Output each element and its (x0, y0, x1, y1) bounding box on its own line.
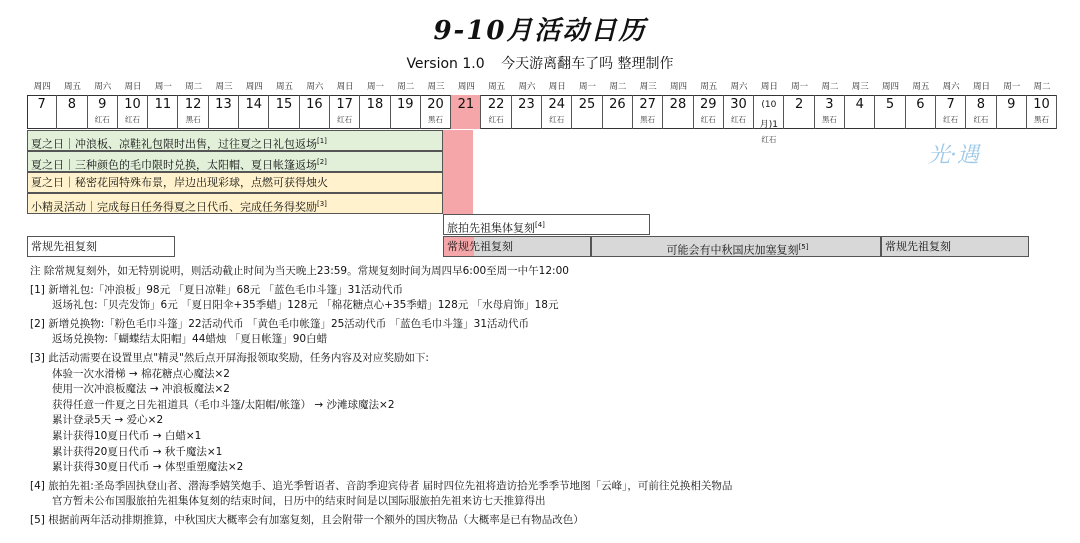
day-cell (421, 95, 451, 129)
event-text: 常规先祖复刻 (885, 240, 951, 253)
version-label: Version 1.0 (406, 56, 485, 72)
weekday-label: 周日 (548, 82, 566, 92)
weekday-label: 周六 (94, 82, 112, 92)
day-cell (603, 95, 633, 129)
weekday-label: 周三 (851, 82, 869, 92)
footnote-ref: [3] (317, 200, 327, 208)
stone-label: 红石 (549, 115, 565, 124)
day-number: 5 (885, 97, 895, 112)
event-text: 可能会有中秋国庆加塞复刻 (666, 243, 799, 257)
stone-label: 黑石 (640, 115, 656, 124)
event-bar-regular-revisit-1 (27, 236, 175, 257)
day-number: 9 (98, 97, 107, 112)
weekday-label: 周四 (245, 82, 263, 92)
day-cell (572, 95, 602, 129)
note-line: 使用一次冲浪板魔法 → 冲浪板魔法×2 (52, 383, 230, 396)
day-number: 2 (795, 97, 804, 112)
day-cell (391, 95, 421, 129)
weekday-label: 周五 (276, 82, 294, 92)
footnote-ref: [1] (317, 137, 327, 145)
day-number: 20 (427, 97, 444, 112)
day-cell (269, 95, 299, 129)
weekday-label: 周六 (306, 82, 324, 92)
day-number: 30 (730, 97, 747, 112)
stone-label: 红石 (125, 115, 141, 124)
day-cell (1027, 95, 1057, 129)
weekday-label: 周六 (730, 82, 748, 92)
weekday-label: 周一 (366, 82, 384, 92)
note-line: [4] 旅拍先祖:圣岛季固执登山者、潜海季嬉笑炮手、追光季暂语者、音韵季迎宾侍者 届时四位先祖将造访拾光季季节地图「云峰」，可前往兑换相关物品 (30, 479, 733, 492)
day-number: 18 (366, 97, 384, 112)
day-cell (360, 95, 390, 129)
subtitle (0, 53, 1080, 73)
stone-label: 红石 (94, 115, 110, 124)
day-number: 25 (578, 97, 596, 112)
weekday-label: 周二 (821, 82, 839, 92)
day-number: 6 (916, 97, 925, 112)
day-cell (88, 95, 118, 129)
day-cell (542, 95, 572, 129)
day-cell (330, 95, 360, 129)
stone-label: 红石 (731, 115, 747, 124)
day-number: 29 (699, 97, 717, 112)
event-text: 常规先祖复刻 (31, 240, 97, 253)
day-number: 11 (154, 97, 172, 112)
weekday-label: 周二 (609, 82, 627, 92)
event-bar-travel-spirits (443, 214, 650, 235)
day-number: 4 (855, 97, 864, 112)
event-bar-mid-autumn (591, 236, 881, 257)
day-cell (754, 95, 784, 144)
note-line: 累计登录5天 → 爱心×2 (52, 414, 164, 427)
event-bar-regular-revisit-3 (881, 236, 1029, 257)
note-line: 累计获得30夏日代币 → 体型重塑魔法×2 (52, 461, 244, 474)
day-cell (966, 95, 996, 129)
day-number: 16 (306, 97, 323, 112)
weekday-label: 周一 (1003, 82, 1021, 92)
weekday-label: 周二 (185, 82, 203, 92)
today-column (443, 130, 473, 227)
day-cell (27, 95, 57, 129)
note-line: 获得任意一件夏之日先祖道具（毛巾斗篷/太阳帽/帐篷） → 沙滩球魔法×2 (52, 398, 395, 411)
day-number: 27 (639, 97, 656, 112)
note-line: [2] 新增兑换物:「粉色毛巾斗篷」22活动代币 「黄色毛巾帐篷」25活动代币 「蓝色毛巾斗篷」31活动代币 (30, 317, 530, 330)
stone-label: 黑石 (821, 115, 837, 124)
author-label: 今天游离翻车了吗 整理制作 (501, 56, 674, 72)
weekday-label: 周三 (639, 82, 657, 92)
stone-label: 黑石 (428, 115, 444, 124)
day-cell (57, 95, 87, 129)
weekday-label: 周四 (882, 82, 900, 92)
stone-label: 红石 (973, 115, 989, 124)
weekday-label: 周日 (336, 82, 354, 92)
day-cell-today (451, 95, 481, 129)
day-cell (179, 95, 209, 129)
day-cell (148, 95, 178, 129)
day-cell (118, 95, 148, 129)
note-line: 累计获得10夏日代币 → 白蜡×1 (52, 429, 202, 442)
day-number: 24 (548, 97, 566, 112)
note-line: [1] 新增礼包:「冲浪板」98元 「夏日凉鞋」68元 「蓝色毛巾斗篷」31活动代币 (30, 283, 404, 296)
note-line: 体验一次水滑梯 → 棉花糖点心魔法×2 (52, 367, 230, 380)
weekday-label: 周二 (397, 82, 415, 92)
day-number: 12 (184, 97, 202, 112)
note-line: 累计获得20夏日代币 → 秋千魔法×1 (52, 445, 223, 458)
day-cell (694, 95, 724, 129)
day-number: 9 (1007, 97, 1016, 112)
stone-label: 红石 (337, 115, 353, 124)
stone-label: 红石 (761, 135, 777, 144)
day-cell (300, 95, 330, 129)
day-number: 15 (275, 97, 293, 112)
weekday-label: 周五 (63, 82, 81, 92)
day-number: 17 (336, 97, 353, 112)
day-cell (663, 95, 693, 129)
weekday-label: 周四 (669, 82, 687, 92)
stone-label: 红石 (488, 115, 504, 124)
day-cell (239, 95, 269, 129)
day-number: 3 (825, 97, 834, 112)
day-cell (512, 95, 542, 129)
footnote-ref: [4] (535, 221, 545, 229)
day-number: 13 (215, 97, 232, 112)
day-number: 8 (976, 97, 986, 112)
event-text: 夏之日｜秘密花园特殊布景，岸边出现彩球，点燃可获得烛火 (31, 176, 328, 189)
weekday-label: 周日 (760, 82, 778, 92)
day-number: 26 (609, 97, 626, 112)
day-cell (997, 95, 1027, 129)
event-bar-summer-garden (27, 172, 443, 193)
day-number: 14 (245, 97, 263, 112)
day-cell (785, 95, 815, 129)
footnote-ref: [5] (798, 243, 809, 251)
note-line: 注 除常规复刻外，如无特别说明，则活动截止时间为当天晚上23:59。常规复刻时间为周四早6:00至周一中午12:00 (30, 265, 569, 277)
day-cell (209, 95, 239, 129)
weekday-label: 周日 (972, 82, 990, 92)
event-text: 夏之日｜冲浪板、凉鞋礼包限时出售，过往夏之日礼包返场 (31, 137, 317, 151)
day-number: 10 (124, 97, 141, 112)
weekday-label: 周五 (488, 82, 506, 92)
day-number: 22 (487, 97, 505, 112)
event-text: 旅拍先祖集体复刻 (447, 221, 535, 235)
weekday-label: 周六 (518, 82, 536, 92)
day-cell (845, 95, 875, 129)
weekday-label: 周一 (579, 82, 597, 92)
weekday-label: 周二 (1033, 82, 1051, 92)
day-cell (482, 95, 512, 129)
stone-label: 红石 (700, 115, 716, 124)
page-title: 9-10月活动日历 (433, 16, 647, 46)
day-cell (906, 95, 936, 129)
event-text: 常规先祖复刻 (447, 240, 513, 253)
day-number: 10 (1033, 97, 1050, 112)
weekday-label: 周日 (124, 82, 142, 92)
day-number: 19 (396, 97, 414, 112)
day-number: (10月)1 (759, 100, 778, 130)
weekday-label: 周四 (457, 82, 475, 92)
day-number: 7 (37, 97, 46, 112)
stone-label: 黑石 (1034, 115, 1050, 124)
event-bar-summer-towel (27, 151, 443, 172)
weekday-label: 周一 (791, 82, 809, 92)
weekday-label: 周四 (33, 82, 51, 92)
day-number: 28 (669, 97, 687, 112)
day-number: 23 (518, 97, 535, 112)
event-bar-spirit-activity (27, 193, 443, 214)
event-bar-regular-revisit-2 (443, 236, 591, 257)
weekday-label: 周五 (912, 82, 930, 92)
game-logo: 光·遇 (928, 143, 979, 168)
weekday-label: 周三 (427, 82, 445, 92)
notes-section (30, 264, 1060, 529)
event-bar-summer-gift (27, 130, 443, 151)
stone-label: 黑石 (185, 115, 201, 124)
weekday-label: 周三 (215, 82, 233, 92)
weekday-label: 周六 (942, 82, 960, 92)
day-number: 8 (67, 97, 77, 112)
note-line: [5] 根据前两年活动排期推算，中秋国庆大概率会有加塞复刻，且会附带一个额外的国庆物品（大概率是已有物品改色） (30, 513, 584, 526)
day-cell (633, 95, 663, 129)
day-cell (875, 95, 905, 129)
day-cell (815, 95, 845, 129)
day-number: 7 (946, 97, 955, 112)
footnote-ref: [2] (317, 158, 327, 166)
event-text: 小精灵活动｜完成每日任务得夏之日代币、完成任务得奖励 (31, 200, 317, 214)
note-line: [3] 此活动需要在设置里点"精灵"然后点开屏海报领取奖励，任务内容及对应奖励如下: (30, 351, 429, 364)
calendar (27, 78, 1057, 256)
day-number: 21 (457, 97, 475, 112)
day-cell (724, 95, 754, 129)
note-line: 官方暂未公布国服旅拍先祖集体复刻的结束时间，日历中的结束时间是以国际服旅拍先祖来访七天推算得出 (52, 495, 546, 508)
weekday-label: 周五 (700, 82, 718, 92)
event-text: 夏之日｜三种颜色的毛巾限时兑换，太阳帽、夏日帐篷返场 (31, 158, 317, 172)
stone-label: 红石 (943, 115, 959, 124)
note-line: 返场礼包:「贝壳发饰」6元 「夏日阳伞+35季蜡」128元 「棉花糖点心+35季蜡」128元 「水母肩饰」18元 (52, 299, 559, 312)
day-cell (936, 95, 966, 129)
weekday-label: 周一 (154, 82, 172, 92)
note-line: 返场兑换物:「蝴蝶结太阳帽」44蜡烛 「夏日帐篷」90白蜡 (52, 333, 328, 346)
